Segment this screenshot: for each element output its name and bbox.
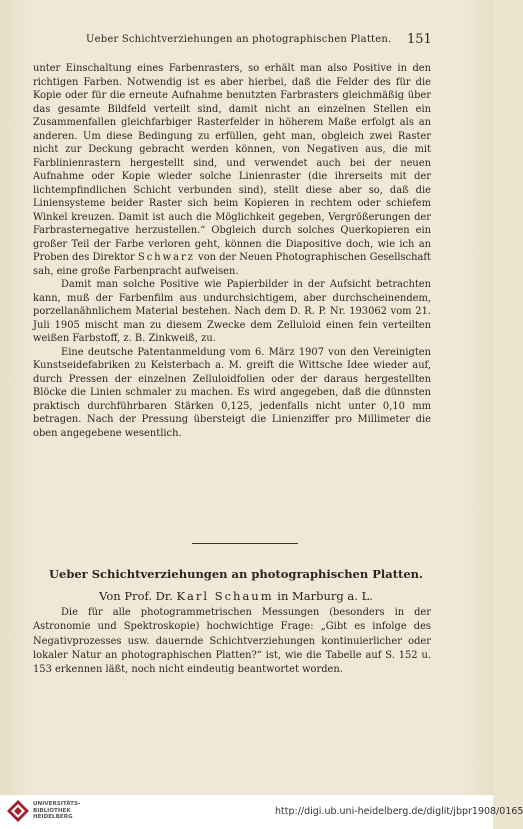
- section-divider: [192, 543, 298, 544]
- institution-line: BIBLIOTHEK: [33, 807, 71, 814]
- paragraph-2: Damit man solche Positive wie Papierbilder in der Aufsicht betrachten kann, muß der Farbenfilm aus undurchsichtigem, aber durchscheinendem, porzellanähnlichem Material bestehen. Nach dem D. R. P. Nr. 193062 vom 21. Juli 1905 mischt man zu diesem Zwecke dem Zelluloid einen fein verteilten weißen Farbstoff, z. B. Zinkweiß, zu.: [33, 279, 431, 344]
- paragraph-1-tail: von der Neuen Photographischen Gesellschaft sah, eine große Farbenpracht aufweisen.: [33, 252, 431, 277]
- footer-bar: [0, 795, 523, 829]
- author-prefix: Von Prof. Dr.: [99, 589, 173, 603]
- paragraph-1: [33, 62, 431, 278]
- institution-line: HEIDELBERG: [33, 814, 73, 821]
- running-title: Ueber Schichtverziehungen an photographischen Platten.: [86, 34, 392, 45]
- author-name: Karl Schaum: [176, 589, 274, 603]
- page-number: 151: [407, 32, 432, 47]
- body-text: [33, 62, 431, 440]
- author-suffix: in Marburg a. L.: [277, 589, 373, 603]
- spaced-name: Schwarz: [137, 252, 195, 263]
- article-title: Ueber Schichtverziehungen an photographischen Platten.: [48, 567, 424, 581]
- article-author: [46, 589, 426, 603]
- paragraph-1-text: unter Einschaltung eines Farbenrasters, so erhält man also Positive in den richtigen Farben. Notwendig ist es aber hierbei, daß die Felder des für die Kopie oder für die erneute Aufnahme benutzten Farbrasters gleichmäßig über das gesamte Bildfeld verteilt sind, damit nicht an einzelnen Stellen ein Zusammenfallen gleichfarbiger Rasterfelder in höherem Maße erfolgt als an anderen. Um diese Bedingung zu erfüllen, geht man, obgleich zwei Raster nicht zur Deckung gebracht werden können, von Negativen aus, die mit Farblinienrastern hergestellt sind, und verwendet auch bei der neuen Aufnahme oder Kopie wieder solche Linienraster (die ihrerseits mit der lichtempfindlichen Schicht verbunden sind), stellt diese aber so, daß die Liniensysteme beider Raster sich beim Kopieren in rechtem oder schiefem Winkel kreuzen. Damit ist auch die Möglichkeit gegeben, Vergrößerungen der Farbrasternegative herzustellen.“ Obgleich durch solches Querkopieren ein großer Teil der Farbe verloren geht, können die Diapositive doch, wie ich an Proben des Direktor: [33, 63, 431, 263]
- library-logo-icon[interactable]: [6, 799, 30, 823]
- article-body: [33, 606, 431, 677]
- paragraph-3: Eine deutsche Patentanmeldung vom 6. März 1907 von den Vereinigten Kunstseidefabriken zu Kelsterbach a. M. greift die Wittsche Idee wieder auf, durch Pressen der einzelnen Zelluloidfolien oder der daraus hergestellten Blöcke die Linien schmaler zu machen. Es wird angegeben, daß die dünnsten praktisch durchführbaren Stärken 0,125, jedenfalls nicht unter 0,10 mm betragen. Nach der Pressung übersteigt die Linienziffer pro Millimeter die oben angegebene wesentlich.: [33, 346, 431, 439]
- article-paragraph: Die für alle photogrammetrischen Messungen (besonders in der Astronomie und Spektroskopie) hochwichtige Frage: „Gibt es infolge des Negativprozesses usw. dauernde Schichtverziehungen kontinuierlicher oder lokaler Natur an photographischen Platten?“ ist, wie die Tabelle auf S. 152 u. 153 erkennen läßt, noch nicht eindeutig beantwortet worden.: [33, 607, 431, 676]
- institution-name: [33, 801, 93, 821]
- source-url-link[interactable]: http://digi.ub.uni-heidelberg.de/diglit/jbpr1908/0165: [275, 806, 523, 817]
- institution-line: UNIVERSITÄTS-: [33, 801, 81, 807]
